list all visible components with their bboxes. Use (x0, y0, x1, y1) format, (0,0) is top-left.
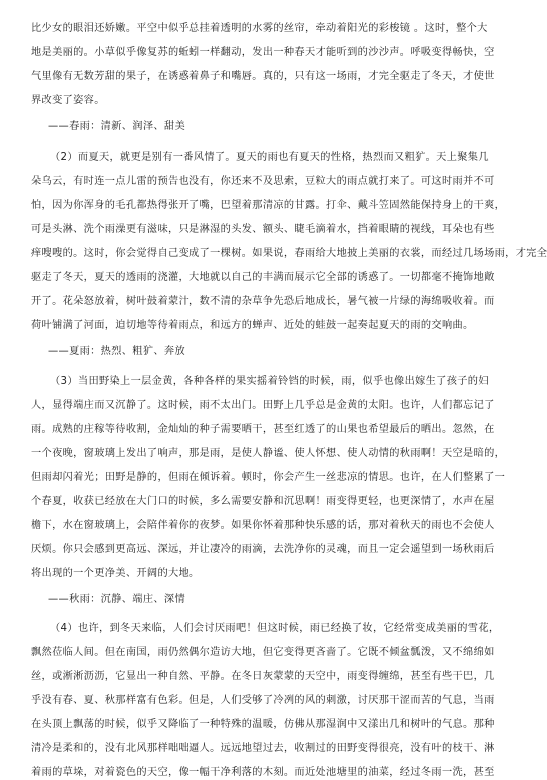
winter-line-1: （4）也许，到冬天来临，人们会讨厌雨吧！但这时候，雨已经换了妆，它经常变成美丽的雪花， (50, 623, 500, 634)
summer-line-6: 驱走了冬天，夏天的透雨的浇灌，大地就以自己的丰满而展示它全部的诱惑了。一切都毫不掩饰地敞 (31, 272, 495, 283)
autumn-caption: ——秋雨：沉静、端庄、深情 (48, 594, 185, 605)
autumn-line-2: 人，显得端庄而又沉静了。这时候，雨不太出门。田野上几乎总是金黄的太阳。也许，人们都忘记了 (31, 400, 495, 411)
summer-line-5: 痒嗖嗖的。这时，你会觉得自己变成了一棵树。如果说，春雨给大地披上美丽的衣裳，而经过几场场雨，才完全 (31, 248, 547, 259)
summer-line-4: 可是头淋、洗个雨澡更有滋味，只是淋湿的头发、额头、睫毛滴着水，挡着眼睛的视线，耳朵也有些 (31, 224, 495, 235)
autumn-line-1: （3）当田野染上一层金黄，各种各样的果实摇着铃铛的时候，雨，似乎也像出嫁生了孩子的妇 (50, 376, 489, 387)
spring-caption: ——春雨：清新、润泽、甜美 (48, 121, 185, 132)
summer-line-1: （2）而夏天，就更是别有一番风情了。夏天的雨也有夏天的性格，热烈而又粗犷。天上聚集几 (50, 152, 489, 163)
summer-caption: ——夏雨：热烈、粗犷、奔放 (48, 346, 185, 357)
autumn-line-4: 一个夜晚，窗玻璃上发出了响声，那是雨，是使人静谧、使人怀想、使人动情的秋雨啊！天空是暗的， (31, 448, 506, 459)
autumn-line-9: 将出现的一个更净美、开阔的大地。 (31, 568, 200, 579)
spring-line-4: 界改变了姿容。 (31, 95, 105, 106)
winter-line-4: 乎没有春、夏、秋那样富有色彩。但是，人们受够了冷冽的风的刺激，讨厌那干涩而苦的气息，当雨 (31, 695, 495, 706)
summer-line-7: 开了。花朵怒放着，树叶鼓着蒙汁，数不清的杂草争先恐后地成长，暑气被一片绿的海绵吸收着。而 (31, 296, 495, 307)
winter-line-3: 丝，或淅淅沥沥，它显出一种自然、平静。在冬日灰蒙蒙的天空中，雨变得缠绵，甚至有些干巴，几 (31, 671, 495, 682)
autumn-line-5: 但雨却闪着光；田野是静的，但雨在倾诉着。顿时，你会产生一丝悲凉的情思。也许，在人们整累了一 (31, 472, 506, 483)
summer-line-2: 朵乌云，有时连一点儿雷的预告也没有，你还来不及思索，豆粒大的雨点就打来了。可这时雨并不可 (31, 176, 495, 187)
autumn-line-8: 厌烦。你只会感到更高远、深远，并让凄冷的雨滴，去洗净你的灵魂，而且一定会遥望到一场秋雨后 (31, 544, 495, 555)
summer-line-8: 荷叶铺满了河面，迫切地等待着雨点，和远方的蝉声、近处的蛙鼓一起奏起夏天的雨的交响曲。 (31, 320, 474, 331)
spring-line-2: 地是美丽的。小草似乎像复苏的蚯蚓一样翻动，发出一种春天才能听到的沙沙声。呼吸变得畅快，空 (31, 47, 495, 58)
winter-line-5: 在头顶上飘荡的时候，似乎又降临了一种特殊的温暖，仿佛从那湿润中又漾出几和树叶的气息。那种 (31, 719, 495, 730)
autumn-line-3: 雨。成熟的庄稼等待收割，金灿灿的种子需要晒干，甚至红透了的山果也希望最后的晒出。忽然，在 (31, 424, 495, 435)
autumn-line-6: 个春夏，收获已经放在大门口的时候，多么需要安静和沉思啊！雨变得更轻，也更深情了，水声在屋 (31, 496, 495, 507)
spring-line-3: 气里像有无数芳甜的果子，在诱惑着鼻子和嘴唇。真的，只有这一场雨，才完全驱走了冬天，才使世 (31, 71, 495, 82)
summer-line-3: 怕，因为你浑身的毛孔都热得张开了嘴，巴望着那清凉的甘露。打伞、戴斗笠固然能保持身上的干爽， (31, 200, 506, 211)
spring-line-1: 比少女的眼泪还娇嫩。平空中似乎总挂着透明的水雾的丝帘，牵动着阳光的彩梭镜 。这时，整个大 (31, 23, 488, 34)
winter-line-6: 清冷是柔和的，没有北风那样咄咄逼人。远远地望过去，收割过的田野变得很亮，没有叶的枝干、淋 (31, 743, 495, 754)
winter-line-2: 飘然莅临人间。但在南国，雨仍然偶尔造访大地，但它变得更吝啬了。它既不倾盆瓢泼，又不绵绵如 (31, 647, 495, 658)
autumn-line-7: 檐下，水在窗玻璃上，会陪伴着你的夜梦。如果你怀着那种快乐感的话，那对着秋天的雨也不会使人 (31, 520, 495, 531)
winter-line-7: 着雨的草垛，对着瓷色的天空，像一幅干净利落的木刻。而近处池塘里的油菜，经过冬雨一洗，甚至 (31, 767, 495, 778)
